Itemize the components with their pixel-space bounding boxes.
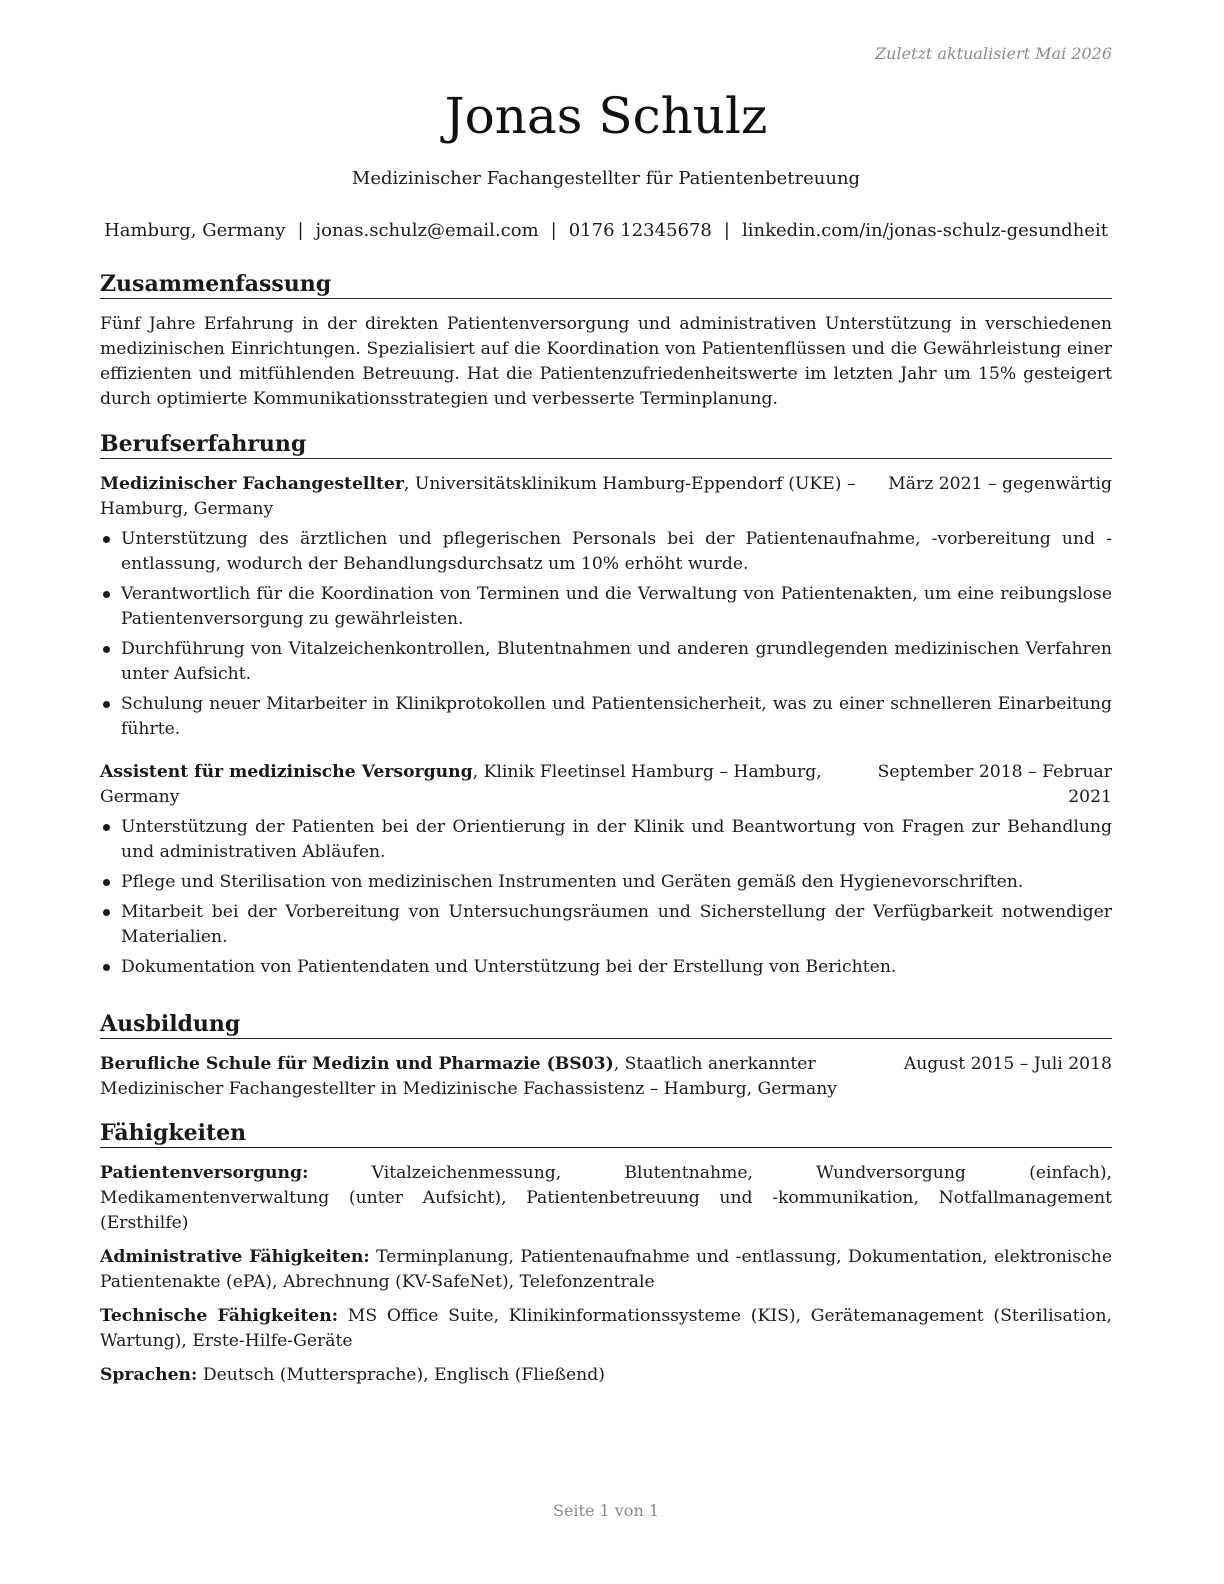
contact-email[interactable]: jonas.schulz@email.com bbox=[315, 220, 539, 241]
skill-text: Terminplanung, Patientenaufnahme und -entlassung, Dokumentation, elektronische Patientenakte (ePA), Abrechnung (KV-SafeNet), Telefonzentrale bbox=[100, 1247, 1112, 1292]
education-section bbox=[100, 1010, 1112, 1102]
education-heading: Ausbildung bbox=[100, 1010, 1112, 1039]
job-header bbox=[100, 472, 1112, 522]
education-entry bbox=[100, 1052, 1112, 1102]
skill-item bbox=[100, 1161, 1112, 1236]
school-name: Berufliche Schule für Medizin und Pharmazie (BS03) bbox=[100, 1054, 614, 1074]
list-item: Dokumentation von Patientendaten und Unterstützung bei der Erstellung von Berichten. bbox=[100, 955, 1112, 980]
list-item: Unterstützung der Patienten bei der Orientierung in der Klinik und Beantwortung von Fragen zur Behandlung und administrativen Abläufen. bbox=[100, 815, 1112, 865]
list-item: Unterstützung des ärztlichen und pflegerischen Personals bei der Patientenaufnahme, -vorbereitung und -entlassung, wodurch der Behandlungsdurchsatz um 10% erhöht wurde. bbox=[100, 527, 1112, 577]
skill-label: Technische Fähigkeiten: bbox=[100, 1306, 339, 1326]
skills-section bbox=[100, 1119, 1112, 1397]
contact-linkedin[interactable]: linkedin.com/in/jonas-schulz-gesundheit bbox=[741, 220, 1108, 241]
last-updated: Zuletzt aktualisiert Mai 2026 bbox=[875, 44, 1112, 63]
list-item: Pflege und Sterilisation von medizinischen Instrumenten und Geräten gemäß den Hygienevorschriften. bbox=[100, 870, 1112, 895]
list-item: Durchführung von Vitalzeichenkontrollen, Blutentnahmen und anderen grundlegenden medizinischen Verfahren unter Aufsicht. bbox=[100, 637, 1112, 687]
contact-line bbox=[80, 218, 1132, 244]
skill-item bbox=[100, 1304, 1112, 1354]
job-title-line bbox=[100, 760, 872, 810]
experience-section bbox=[100, 430, 1112, 985]
list-item: Schulung neuer Mitarbeiter in Klinikprotokollen und Patientensicherheit, was zu einer schnelleren Einarbeitung führte. bbox=[100, 692, 1112, 742]
skill-text: Vitalzeichenmessung, Blutentnahme, Wundversorgung (einfach), Medikamentenverwaltung (unter Aufsicht), Patientenbetreuung und -kommunikation, Notfallmanagement (Ersthilfe) bbox=[100, 1163, 1112, 1233]
contact-separator: | bbox=[297, 220, 304, 241]
summary-section bbox=[100, 270, 1112, 412]
page-number: Seite 1 von 1 bbox=[552, 1501, 660, 1520]
skill-item bbox=[100, 1245, 1112, 1295]
job-header bbox=[100, 760, 1112, 810]
job-entry bbox=[100, 760, 1112, 980]
job-dates: März 2021 – gegenwärtig bbox=[888, 474, 1112, 494]
job-entry bbox=[100, 472, 1112, 742]
contact-location: Hamburg, Germany bbox=[104, 220, 286, 241]
skill-label: Sprachen: bbox=[100, 1365, 198, 1385]
resume-page bbox=[100, 0, 1112, 1584]
list-item: Mitarbeit bei der Vorbereitung von Untersuchungsräumen und Sicherstellung der Verfügbarkeit notwendiger Materialien. bbox=[100, 900, 1112, 950]
education-line bbox=[100, 1052, 904, 1102]
skill-text: MS Office Suite, Klinikinformationssysteme (KIS), Gerätemanagement (Sterilisation, Wartung), Erste-Hilfe-Geräte bbox=[100, 1306, 1112, 1351]
education-dates: August 2015 – Juli 2018 bbox=[903, 1054, 1112, 1074]
summary-heading: Zusammenfassung bbox=[100, 270, 1112, 299]
job-subtitle: Medizinischer Fachangestellter für Patientenbetreuung bbox=[351, 168, 861, 189]
education-detail: , Staatlich anerkannter Medizinischer Fachangestellter in Medizinische Fachassistenz – Hamburg, Germany bbox=[100, 1054, 837, 1099]
skill-label: Patientenversorgung: bbox=[100, 1163, 309, 1183]
skill-text: Deutsch (Muttersprache), Englisch (Fließend) bbox=[197, 1365, 605, 1385]
summary-text: Fünf Jahre Erfahrung in der direkten Patientenversorgung und administrativen Unterstützung in verschiedenen medizinischen Einrichtungen. Spezialisiert auf die Koordination von Patientenflüssen und die Gewährleistung einer effizienten und mitfühlenden Betreuung. Hat die Patientenzufriedenheitswerte im letzten Jahr um 15% gesteigert durch optimierte Kommunikationsstrategien und verbesserte Terminplanung. bbox=[100, 314, 1112, 409]
skills-heading: Fähigkeiten bbox=[100, 1119, 1112, 1148]
experience-heading: Berufserfahrung bbox=[100, 430, 1112, 459]
job-employer: , Klinik Fleetinsel Hamburg – Hamburg, Germany bbox=[100, 762, 822, 807]
job-title: Assistent für medizinische Versorgung bbox=[100, 762, 473, 782]
contact-separator: | bbox=[723, 220, 730, 241]
job-bullets bbox=[100, 815, 1112, 980]
contact-separator: | bbox=[550, 220, 557, 241]
skill-item bbox=[100, 1363, 1112, 1388]
job-title: Medizinischer Fachangestellter bbox=[100, 474, 404, 494]
job-title-line bbox=[100, 472, 888, 522]
job-employer: , Universitätsklinikum Hamburg-Eppendorf (UKE) – Hamburg, Germany bbox=[100, 474, 856, 519]
list-item: Verantwortlich für die Koordination von Terminen und die Verwaltung von Patientenakten, um eine reibungslose Patientenversorgung zu gewährleisten. bbox=[100, 582, 1112, 632]
job-bullets bbox=[100, 527, 1112, 742]
job-dates: September 2018 – Februar 2021 bbox=[877, 762, 1112, 807]
skills-list bbox=[100, 1161, 1112, 1388]
skill-label: Administrative Fähigkeiten: bbox=[100, 1247, 370, 1267]
candidate-name: Jonas Schulz bbox=[444, 87, 768, 145]
contact-phone[interactable]: 0176 12345678 bbox=[568, 220, 712, 241]
